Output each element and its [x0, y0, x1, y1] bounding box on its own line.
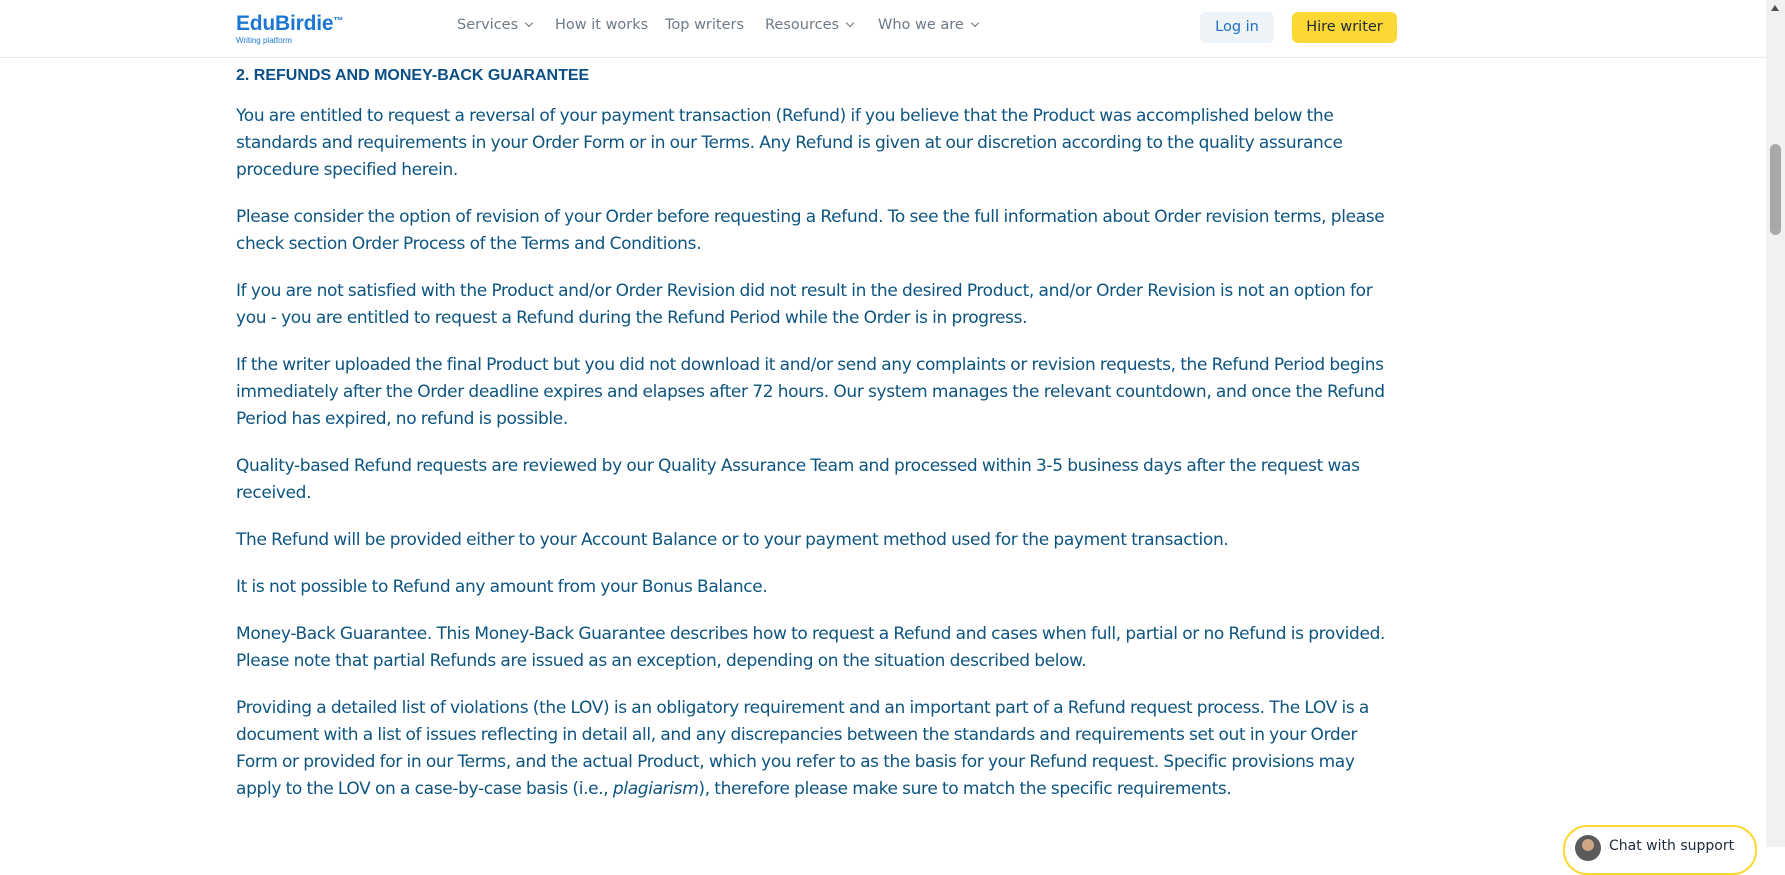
lov-paragraph: [236, 695, 1396, 803]
support-agent-avatar: [1575, 835, 1601, 861]
hire-writer-button[interactable]: Hire writer: [1292, 12, 1397, 43]
chat-support-widget[interactable]: [1563, 825, 1757, 875]
edubirdie-logo[interactable]: [236, 13, 343, 45]
scrollbar-thumb[interactable]: [1770, 144, 1781, 235]
logo-wordmark: EduBirdie™: [236, 12, 344, 35]
paragraph: The Refund will be provided either to your Account Balance or to your payment method used for the payment transaction.: [236, 530, 1229, 550]
paragraph: Quality-based Refund requests are reviewed by our Quality Assurance Team and processed within 3-5 business days after the request was received.: [236, 456, 1360, 503]
site-header: [0, 0, 1766, 58]
paragraph: If you are not satisfied with the Product and/or Order Revision did not result in the desired Product, and/or Order Revision is not an option for you - you are entitled to request a Refund during the Refund Period while the Order is in progress.: [236, 281, 1373, 328]
lov-text-after: ), therefore please make sure to match the specific requirements.: [698, 779, 1232, 799]
nav-who-we-are[interactable]: [878, 17, 978, 33]
nav-resources-label: Resources: [765, 17, 840, 33]
paragraph: It is not possible to Refund any amount from your Bonus Balance.: [236, 577, 768, 597]
login-button[interactable]: Log in: [1200, 12, 1274, 43]
nav-top-writers[interactable]: [665, 17, 744, 33]
chevron-down-icon: [525, 19, 533, 27]
nav-who-we-are-label: Who we are: [878, 17, 964, 33]
nav-how-it-works[interactable]: [555, 17, 648, 33]
nav-how-it-works-label: How it works: [555, 17, 649, 33]
terms-content: [236, 66, 1396, 823]
scroll-up-arrow-icon[interactable]: [1771, 5, 1779, 11]
section-heading: 2. REFUNDS AND MONEY-BACK GUARANTEE: [236, 67, 590, 84]
chat-support-label: Chat with support: [1609, 838, 1735, 854]
chevron-down-icon: [971, 19, 979, 27]
paragraph: If the writer uploaded the final Product but you did not download it and/or send any complaints or revision requests, the Refund Period begins immediately after the Order deadline expires and elapses after 72 hours. Our system manages the relevant countdown, and once the Refund Period has expired, no refund is possible.: [236, 355, 1385, 429]
page-scrollbar[interactable]: [1766, 0, 1785, 847]
nav-resources[interactable]: [765, 17, 853, 33]
lov-text-emphasis: plagiarism: [612, 779, 699, 799]
logo-tagline: Writing platform: [236, 36, 292, 45]
chevron-down-icon: [846, 19, 854, 27]
nav-services-label: Services: [457, 17, 519, 33]
paragraph: Money-Back Guarantee. This Money-Back Guarantee describes how to request a Refund and cases when full, partial or no Refund is provided. Please note that partial Refunds are issued as an exception, depending on the situation described below.: [236, 624, 1386, 671]
nav-services[interactable]: [457, 17, 532, 33]
paragraph: You are entitled to request a reversal of your payment transaction (Refund) if you believe that the Product was accomplished below the standards and requirements in your Order Form or in our Terms. Any Refund is given at our discretion according to the quality assurance procedure specified herein.: [236, 106, 1343, 180]
nav-top-writers-label: Top writers: [665, 17, 745, 33]
paragraph: Please consider the option of revision of your Order before requesting a Refund. To see the full information about Order revision terms, please check section Order Process of the Terms and Conditions.: [236, 207, 1385, 254]
lov-text-before: Providing a detailed list of violations (the LOV) is an obligatory requirement and an important part of a Refund request process. The LOV is a document with a list of issues reflecting in detail all, and any discrepancies between the standards and requirements set out in your Order Form or provided for in our Terms, and the actual Product, which you refer to as the basis for your Refund request. Specific provisions may apply to the LOV on a case-by-case basis (i.e.,: [236, 698, 1369, 799]
